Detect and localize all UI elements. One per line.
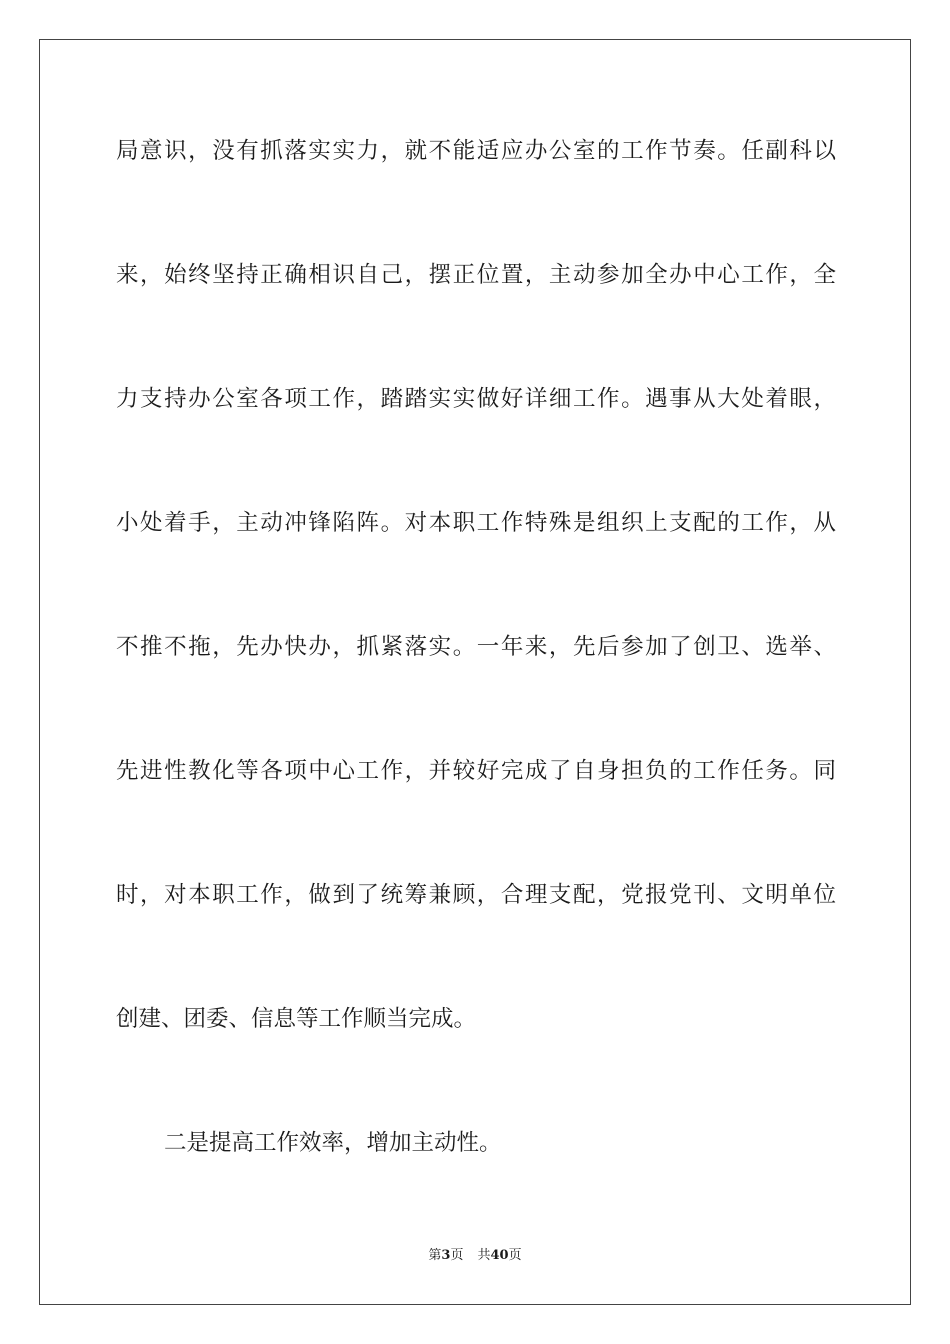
page-prefix: 第	[428, 1248, 442, 1263]
text-line: 不推不拖，先办快办，抓紧落实。一年来，先后参加了创卫、选举、	[116, 634, 836, 660]
page-number: 3	[441, 1248, 451, 1263]
text-line: 来，始终坚持正确相识自己，摆正位置，主动参加全办中心工作，全	[116, 262, 836, 288]
text-line: 局意识，没有抓落实实力，就不能适应办公室的工作节奏。任副科以	[116, 138, 836, 164]
text-line: 先进性教化等各项中心工作，并较好完成了自身担负的工作任务。同	[116, 758, 836, 784]
text-line: 力支持办公室各项工作，踏踏实实做好详细工作。遇事从大处着眼，	[116, 386, 836, 412]
page-border	[39, 39, 911, 1305]
total-prefix: 共	[477, 1248, 491, 1263]
total-suffix: 页	[508, 1248, 522, 1263]
paragraph-heading: 二是提高工作效率，增加主动性。	[164, 1130, 502, 1156]
page-footer	[0, 1247, 950, 1265]
text-line: 时，对本职工作，做到了统筹兼顾，合理支配，党报党刊、文明单位	[116, 882, 836, 908]
text-line: 创建、团委、信息等工作顺当完成。	[116, 1006, 477, 1032]
total-pages: 40	[490, 1248, 509, 1263]
text-line: 小处着手，主动冲锋陷阵。对本职工作特殊是组织上支配的工作，从	[116, 510, 836, 536]
page-suffix: 页	[450, 1248, 464, 1263]
